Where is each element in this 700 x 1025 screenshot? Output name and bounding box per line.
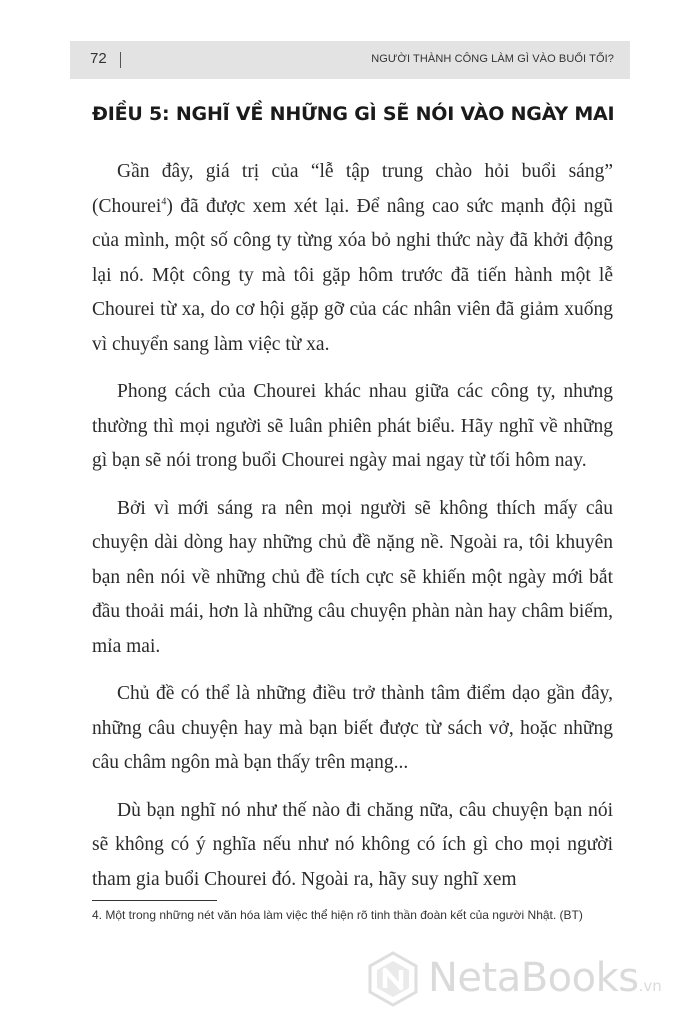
page-header [70,41,630,79]
footnote: 4. Một trong những nét văn hóa làm việc thể hiện rõ tinh thần đoàn kết của người Nhật. (BT) [92,908,583,922]
footnote-ref[interactable]: 4 [161,196,167,207]
paragraph-1-part-a: Gần đây, giá trị của “lễ tập trung chào hỏi buổi sáng” (Chourei [92,161,613,217]
paragraph-4: Chủ đề có thể là những điều trở thành tâm điểm dạo gần đây, những câu chuyện hay mà bạn biết được từ sách vở, hoặc những câu châm ngôn mà bạn thấy trên mạng... [92,683,613,773]
watermark-brand: NetaBooks [428,955,639,1001]
watermark [364,950,684,1008]
netabooks-logo-icon [364,950,422,1008]
watermark-text [428,955,662,1001]
paragraph-1-part-b: ) đã được xem xét lại. Để nâng cao sức mạnh đội ngũ của mình, một số công ty từng xóa bỏ nghi thức này đã khởi động lại nó. Một công ty mà tôi gặp hôm trước đã tiến hành một lễ Chourei từ xa, do cơ hội gặp gỡ của các nhân viên đã giảm xuống vì chuyển sang làm việc từ xa. [92,195,613,355]
chapter-title: ĐIỀU 5: NGHĨ VỀ NHỮNG GÌ SẼ NÓI VÀO NGÀY MAI [92,103,615,125]
paragraph-5: Dù bạn nghĩ nó như thế nào đi chăng nữa, câu chuyện bạn nói sẽ không có ý nghĩa nếu như nó không có ích gì cho mọi người tham gia buổi Chourei đó. Ngoài ra, hãy suy nghĩ xem [92,799,613,890]
footnote-divider [92,900,217,901]
paragraph-2: Phong cách của Chourei khác nhau giữa các công ty, nhưng thường thì mọi người sẽ luân phiên phát biểu. Hãy nghĩ về những gì bạn sẽ nói trong buổi Chourei ngày mai ngay từ tối hôm nay. [92,381,613,471]
paragraph-3: Bởi vì mới sáng ra nên mọi người sẽ không thích mấy câu chuyện dài dòng hay những chủ đề nặng nề. Ngoài ra, tôi khuyên bạn nên nói về những chủ đề tích cực sẽ khiến một ngày mới bắt đầu thoải mái, hơn là những câu chuyện phàn nàn hay châm biếm, mỉa mai. [92,497,613,657]
header-divider [120,52,121,68]
paragraph-1 [92,155,613,362]
watermark-suffix: .vn [638,977,662,995]
page-number: 72 [90,50,107,67]
running-title: NGƯỜI THÀNH CÔNG LÀM GÌ VÀO BUỔI TỐI? [371,53,614,65]
body-text [92,155,613,910]
